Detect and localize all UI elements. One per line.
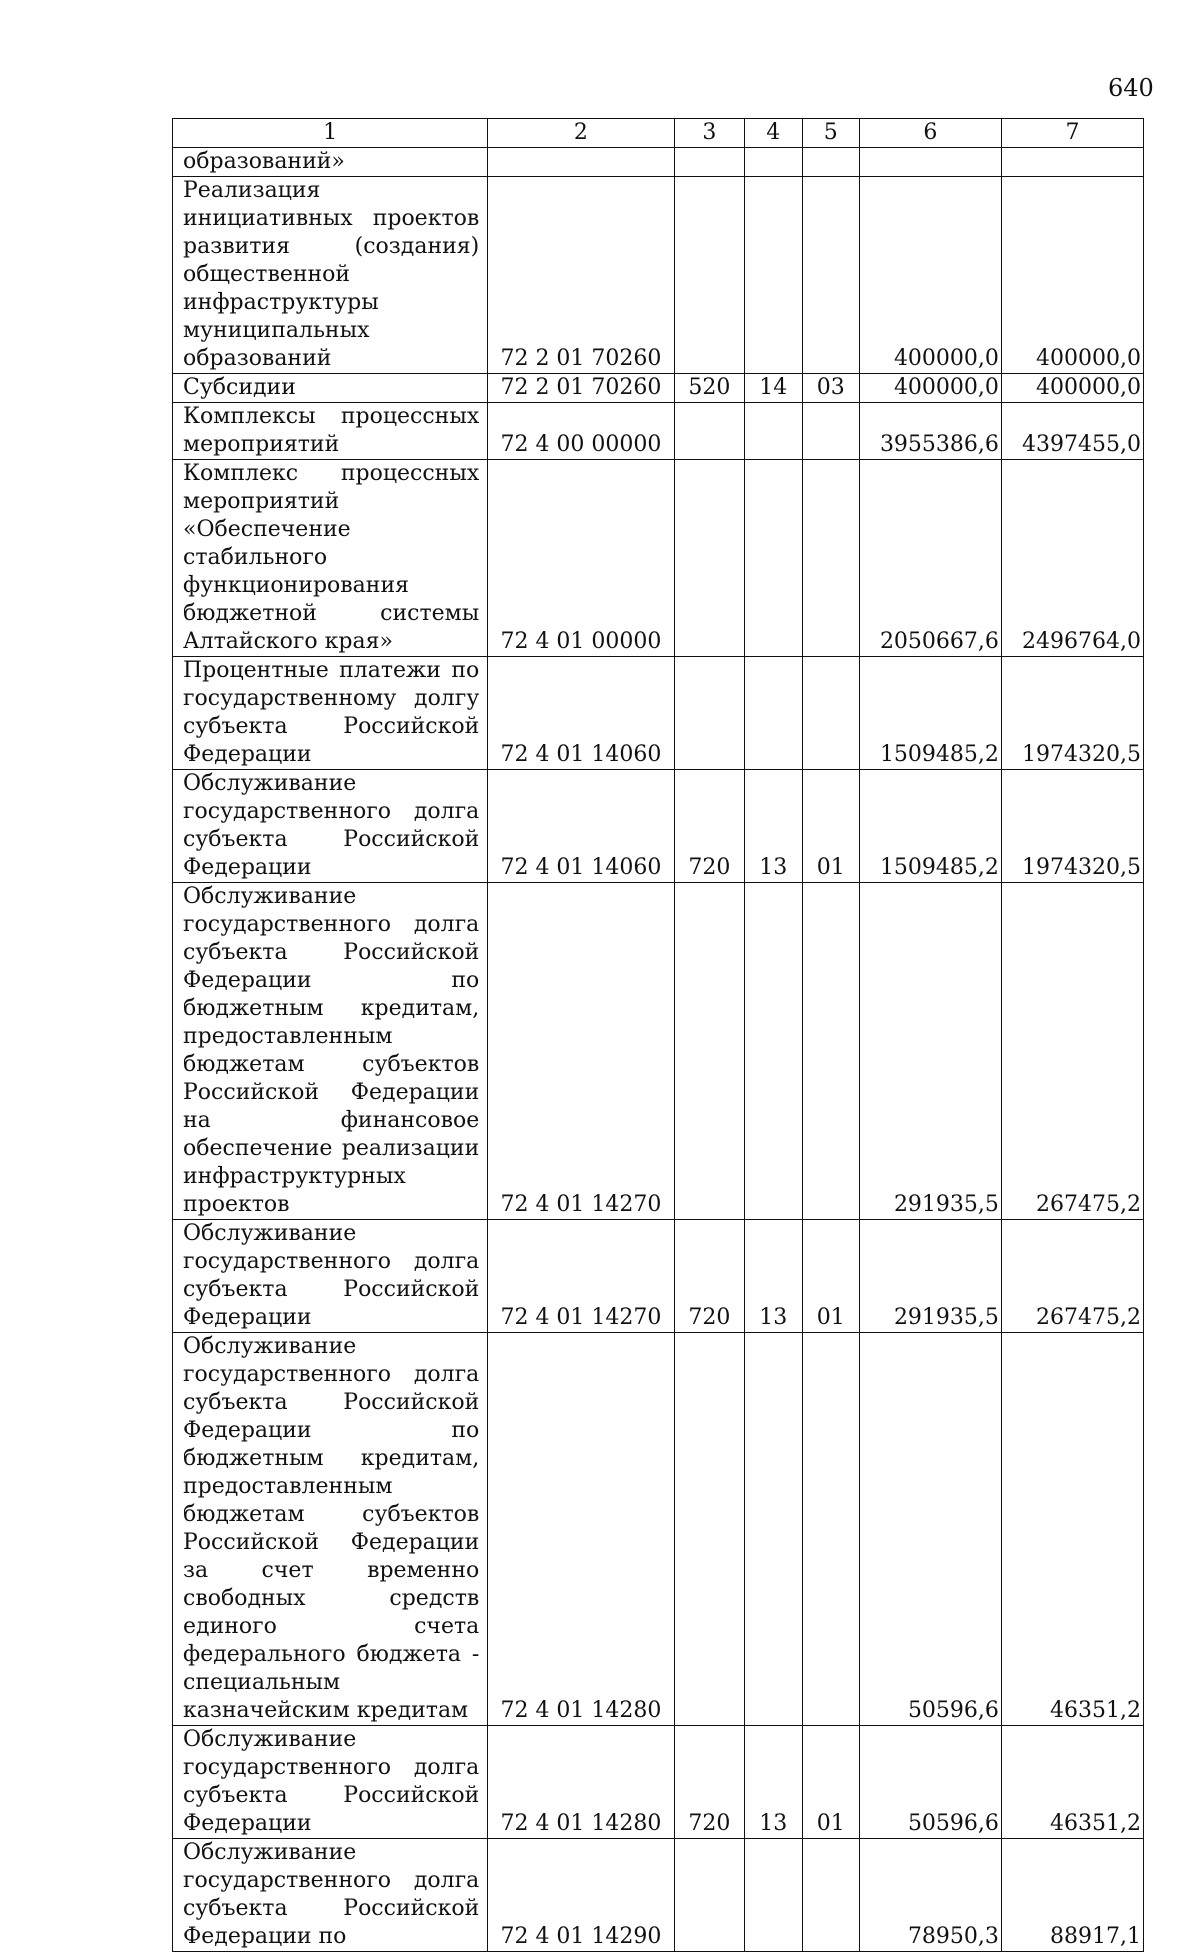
- header-row: [173, 119, 1144, 148]
- row-code: 72 4 01 14280: [488, 1726, 674, 1839]
- row-value-7: 2496764,0: [1001, 460, 1143, 657]
- row-col5: [802, 883, 859, 1220]
- row-name: Субсидии: [173, 374, 488, 403]
- row-code: 72 4 01 14060: [488, 770, 674, 883]
- row-value-6: 400000,0: [859, 374, 1001, 403]
- row-name: Процентные платежи по государственному долгу субъекта Российской Федерации: [173, 657, 488, 770]
- row-value-6: 78950,3: [859, 1839, 1001, 1952]
- row-code: 72 4 01 14060: [488, 657, 674, 770]
- header-cell: 2: [488, 119, 674, 148]
- row-col5: 01: [802, 1726, 859, 1839]
- row-value-6: 1509485,2: [859, 657, 1001, 770]
- table-row: [173, 177, 1144, 374]
- row-col3: [674, 657, 745, 770]
- row-value-7: 46351,2: [1001, 1333, 1143, 1726]
- header-cell: 7: [1001, 119, 1143, 148]
- row-code: 72 2 01 70260: [488, 177, 674, 374]
- budget-table: [172, 118, 1144, 1952]
- row-value-6: [859, 148, 1001, 177]
- row-value-6: 3955386,6: [859, 403, 1001, 460]
- table-row: [173, 1333, 1144, 1726]
- row-value-7: 267475,2: [1001, 883, 1143, 1220]
- row-col3: [674, 1333, 745, 1726]
- row-value-7: [1001, 148, 1143, 177]
- row-name: Комплексы процессных мероприятий: [173, 403, 488, 460]
- header-cell: 3: [674, 119, 745, 148]
- table-row: [173, 148, 1144, 177]
- table-row: [173, 1839, 1144, 1952]
- row-col5: [802, 177, 859, 374]
- row-col4: [745, 460, 802, 657]
- row-col4: [745, 403, 802, 460]
- row-col3: 520: [674, 374, 745, 403]
- table-row: [173, 374, 1144, 403]
- row-col4: 13: [745, 770, 802, 883]
- row-col5: [802, 1333, 859, 1726]
- row-col5: [802, 403, 859, 460]
- row-col4: [745, 1839, 802, 1952]
- row-value-7: 46351,2: [1001, 1726, 1143, 1839]
- row-col3: 720: [674, 770, 745, 883]
- row-col5: [802, 148, 859, 177]
- row-col3: 720: [674, 1726, 745, 1839]
- row-name: Комплекс процессных мероприятий «Обеспечение стабильного функционирования бюджетной системы Алтайского края»: [173, 460, 488, 657]
- row-value-7: 400000,0: [1001, 374, 1143, 403]
- row-name: Обслуживание государственного долга субъекта Российской Федерации по: [173, 1839, 488, 1952]
- row-code: 72 2 01 70260: [488, 374, 674, 403]
- row-name: Реализация инициативных проектов развития (создания) общественной инфраструктуры муниципальных образований: [173, 177, 488, 374]
- row-col4: 14: [745, 374, 802, 403]
- header-cell: 5: [802, 119, 859, 148]
- header-cell: 4: [745, 119, 802, 148]
- row-value-6: 50596,6: [859, 1333, 1001, 1726]
- row-value-7: 4397455,0: [1001, 403, 1143, 460]
- row-col5: 01: [802, 1220, 859, 1333]
- row-value-6: 400000,0: [859, 177, 1001, 374]
- row-value-7: 88917,1: [1001, 1839, 1143, 1952]
- row-col4: [745, 148, 802, 177]
- row-value-6: 50596,6: [859, 1726, 1001, 1839]
- row-value-7: 267475,2: [1001, 1220, 1143, 1333]
- row-code: 72 4 01 00000: [488, 460, 674, 657]
- row-name: Обслуживание государственного долга субъекта Российской Федерации по бюджетным кредитам, предоставленным бюджетам субъектов Российской Федерации на финансовое обеспечение реализации инфраструктурных проектов: [173, 883, 488, 1220]
- row-code: 72 4 01 14290: [488, 1839, 674, 1952]
- row-col3: [674, 148, 745, 177]
- row-code: 72 4 01 14280: [488, 1333, 674, 1726]
- table-row: [173, 403, 1144, 460]
- row-col3: [674, 177, 745, 374]
- table-row: [173, 657, 1144, 770]
- table-row: [173, 460, 1144, 657]
- row-value-6: 2050667,6: [859, 460, 1001, 657]
- row-col5: [802, 460, 859, 657]
- row-value-7: 1974320,5: [1001, 770, 1143, 883]
- row-code: [488, 148, 674, 177]
- row-value-7: 1974320,5: [1001, 657, 1143, 770]
- table-row: [173, 883, 1144, 1220]
- row-col4: [745, 883, 802, 1220]
- row-col3: [674, 883, 745, 1220]
- row-name: Обслуживание государственного долга субъекта Российской Федерации: [173, 770, 488, 883]
- table-row: [173, 770, 1144, 883]
- row-code: 72 4 00 00000: [488, 403, 674, 460]
- page-number: 640: [1108, 74, 1154, 102]
- row-col4: [745, 1333, 802, 1726]
- row-name: Обслуживание государственного долга субъекта Российской Федерации: [173, 1726, 488, 1839]
- row-col4: 13: [745, 1726, 802, 1839]
- table-row: [173, 1726, 1144, 1839]
- row-code: 72 4 01 14270: [488, 1220, 674, 1333]
- row-col5: [802, 1839, 859, 1952]
- row-col5: [802, 657, 859, 770]
- row-value-6: 291935,5: [859, 883, 1001, 1220]
- header-cell: 1: [173, 119, 488, 148]
- row-col5: 03: [802, 374, 859, 403]
- row-col4: [745, 657, 802, 770]
- row-value-6: 1509485,2: [859, 770, 1001, 883]
- table-row: [173, 1220, 1144, 1333]
- row-name: Обслуживание государственного долга субъекта Российской Федерации: [173, 1220, 488, 1333]
- row-col3: 720: [674, 1220, 745, 1333]
- row-name: Обслуживание государственного долга субъекта Российской Федерации по бюджетным кредитам, предоставленным бюджетам субъектов Российской Федерации за счет временно свободных средств единого счета федерального бюджета - специальным казначейским кредитам: [173, 1333, 488, 1726]
- row-col3: [674, 460, 745, 657]
- header-cell: 6: [859, 119, 1001, 148]
- row-col3: [674, 403, 745, 460]
- row-col4: 13: [745, 1220, 802, 1333]
- row-col5: 01: [802, 770, 859, 883]
- row-value-7: 400000,0: [1001, 177, 1143, 374]
- row-name: образований»: [173, 148, 488, 177]
- row-value-6: 291935,5: [859, 1220, 1001, 1333]
- row-col3: [674, 1839, 745, 1952]
- row-code: 72 4 01 14270: [488, 883, 674, 1220]
- row-col4: [745, 177, 802, 374]
